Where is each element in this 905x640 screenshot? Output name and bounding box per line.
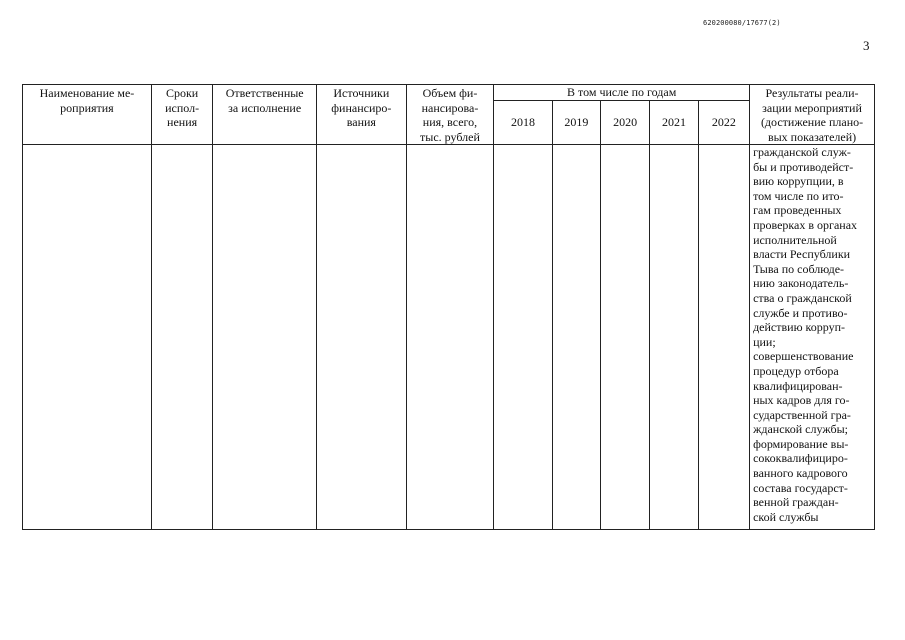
header-responsible: Ответственные за исполнение <box>213 85 317 145</box>
cell-results: гражданской служ- бы и противодейст- вию коррупции, в том числе по ито- гам проведенных проверках в органах исполнительной власти Республики Тыва по соблюде- нию законодатель- ства о гражданской службе и противо- действию корруп- ции; совершенствование процедур отбора квалифицирован- ных кадров для го- сударственной гра- жданской службы; формирование вы- сококвалифициро- ванного кадрового состава государст- венной граждан- ской службы <box>750 145 875 530</box>
header-year-2021: 2021 <box>650 100 698 144</box>
cell-terms <box>151 145 212 530</box>
cell-2020 <box>601 145 650 530</box>
header-year-2020: 2020 <box>601 100 650 144</box>
cell-responsible <box>213 145 317 530</box>
header-sources: Источники финансиро- вания <box>317 85 407 145</box>
cell-volume <box>406 145 494 530</box>
header-name: Наименование ме- роприятия <box>23 85 152 145</box>
header-year-2019: 2019 <box>552 100 600 144</box>
cell-2019 <box>552 145 600 530</box>
header-volume: Объем фи- нансирова- ния, всего, тыс. рублей <box>406 85 494 145</box>
header-terms: Сроки испол- нения <box>151 85 212 145</box>
page-number: 3 <box>863 38 870 53</box>
header-results: Результаты реали- зации мероприятий (достижение плано- вых показателей) <box>750 85 875 145</box>
header-year-2022: 2022 <box>698 100 749 144</box>
cell-name <box>23 145 152 530</box>
header-by-years: В том числе по годам <box>494 85 750 101</box>
table-row <box>23 145 875 530</box>
document-code: 620200080/17677(2) <box>703 19 781 27</box>
cell-2022 <box>698 145 749 530</box>
cell-2021 <box>650 145 698 530</box>
table-header-row <box>23 85 875 101</box>
cell-2018 <box>494 145 552 530</box>
cell-sources <box>317 145 407 530</box>
header-year-2018: 2018 <box>494 100 552 144</box>
activities-table <box>22 84 875 530</box>
